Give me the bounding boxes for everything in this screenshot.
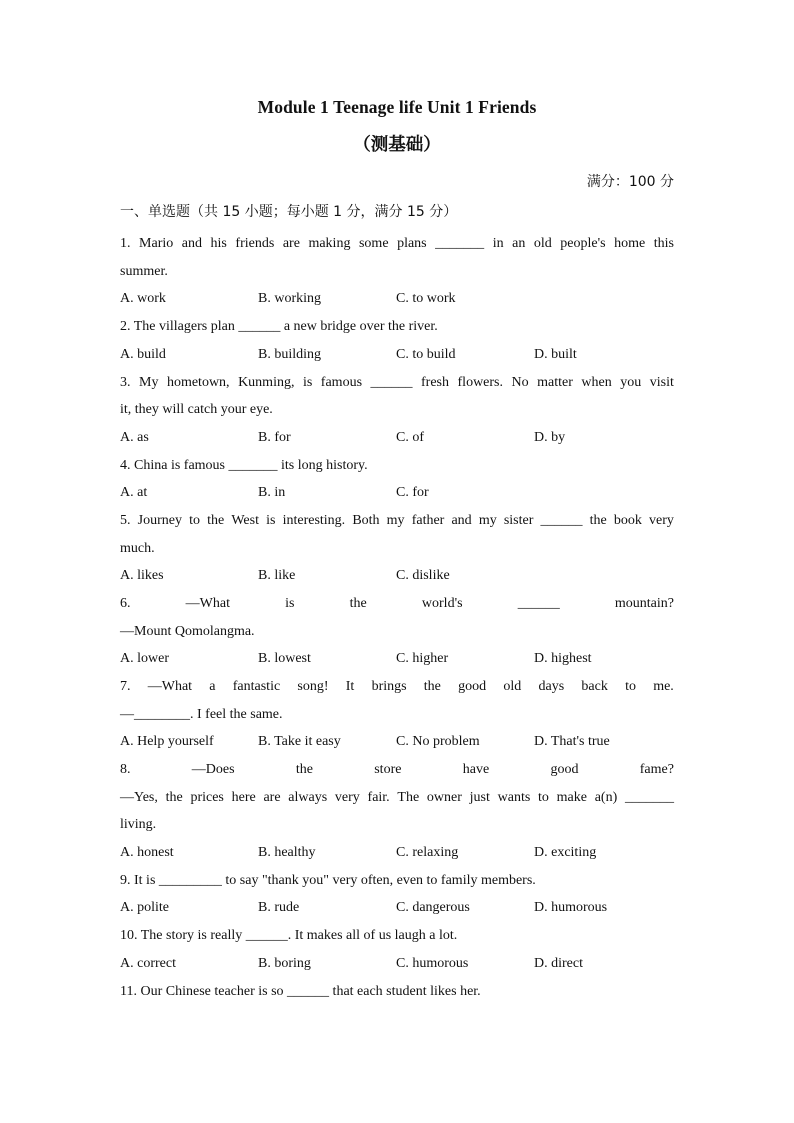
question-word: and [451,513,472,528]
question-word: and [181,236,202,251]
question-word: the [423,679,441,694]
question-word: _______ [625,789,674,805]
answer-options [120,341,674,369]
answer-option[interactable]: C. of [396,429,424,445]
page-subtitle: （测基础） [353,135,441,155]
question-word: in [492,236,504,251]
question-word: the [207,513,225,528]
question-word: —What [185,596,230,611]
question-word: 3. [120,374,131,390]
answer-option[interactable]: C. No problem [396,734,480,749]
question-item [120,369,674,452]
answer-option[interactable]: A. as [120,429,149,445]
answer-options [120,285,674,313]
question-item [120,867,674,923]
question-word: have [462,762,490,777]
answer-option[interactable]: A. likes [120,568,164,583]
answer-option[interactable]: A. lower [120,651,169,666]
answer-option[interactable]: C. to build [396,346,456,362]
question-word: the [165,789,183,805]
question-word: the [295,762,313,777]
question-text-line: 2. The villagers plan ______ a new bridge over the river. [120,319,438,334]
question-word: to [538,789,549,805]
question-word: prices [190,789,224,805]
question-word: his [210,236,227,251]
answer-option[interactable]: A. Help yourself [120,734,214,749]
answer-option[interactable]: D. That's true [534,734,610,749]
answer-option[interactable]: D. exciting [534,844,597,860]
answer-option[interactable]: D. by [534,429,566,445]
answer-options [120,950,674,978]
question-word: wants [497,789,531,805]
answer-options [120,479,674,507]
question-word: 5. [120,513,131,528]
answer-option[interactable]: C. for [396,485,429,500]
answer-options [120,894,674,922]
question-word: 6. [120,596,131,611]
question-word: making [308,236,351,251]
answer-option[interactable]: C. higher [396,651,449,666]
question-word: good [550,762,579,777]
answer-option[interactable]: B. for [258,429,291,445]
answer-options [120,562,674,590]
question-item [120,313,674,369]
question-word: when [581,374,612,390]
question-word: plans [397,236,427,251]
question-word: my [386,513,405,528]
question-word: a(n) [594,789,618,805]
question-word: just [469,789,490,805]
question-word: fresh [421,374,450,390]
answer-option[interactable]: D. highest [534,651,592,666]
question-word: world's [421,596,463,611]
question-word: visit [649,374,674,390]
answer-option[interactable]: B. like [258,568,296,583]
question-text-line: —Mount Qomolangma. [120,623,255,639]
answer-option[interactable]: A. honest [120,844,174,860]
answer-options [120,645,674,673]
question-word: Mario [139,236,174,251]
question-word: 8. [120,762,131,777]
answer-option[interactable]: B. boring [258,955,311,971]
question-word: book [613,513,642,528]
question-text-line [120,784,674,812]
question-word: friends [235,236,275,251]
answer-option[interactable]: A. correct [120,955,176,971]
answer-option[interactable]: D. direct [534,955,583,971]
question-word: father [411,513,445,528]
question-word: _______ [435,236,485,251]
question-word: an [512,236,526,251]
question-word: West [231,513,259,528]
question-word: very [649,513,674,528]
question-text-line: 9. It is _________ to say "thank you" very often, even to family members. [120,872,536,888]
answer-option[interactable]: A. work [120,291,166,306]
question-word: ______ [540,513,583,528]
question-word: —Does [191,762,235,777]
answer-option[interactable]: A. at [120,485,148,500]
answer-option[interactable]: A. polite [120,900,169,915]
question-item [120,452,674,508]
answer-option[interactable]: C. to work [396,291,456,306]
question-word: fantastic [232,679,281,694]
question-word: Journey [137,513,182,528]
question-text-line: 10. The story is really ______. It makes all of us laugh a lot. [120,928,458,943]
question-word: a [209,679,216,694]
question-word: Kunming, [238,374,295,390]
question-word: flowers. [457,374,504,390]
question-word: famous [320,374,363,390]
question-word: 1. [120,236,131,251]
question-word: sister [503,513,534,528]
question-item [120,590,674,673]
answer-option[interactable]: B. in [258,485,286,500]
question-word: home [614,236,646,251]
question-word: days [538,679,565,694]
question-item [120,673,674,756]
question-word: me. [653,679,674,694]
question-text-line [120,230,674,258]
question-item [120,507,674,590]
question-word: back [581,679,608,694]
question-word: my [478,513,497,528]
answer-options [120,424,674,452]
answer-option[interactable]: B. healthy [258,844,316,860]
question-text-line: 11. Our Chinese teacher is so ______ that each student likes her. [120,983,481,999]
answer-option[interactable]: C. dangerous [396,900,470,915]
question-word: old [533,236,552,251]
question-word: the [349,596,367,611]
question-word: fame? [639,762,674,777]
question-word: to [189,513,200,528]
question-list [120,230,674,1005]
question-word: matter [537,374,573,390]
question-item [120,756,674,867]
full-score: 满分：100 分 [586,174,674,190]
question-word: mountain? [614,596,674,611]
question-word: this [653,236,674,251]
question-word: Both [352,513,380,528]
question-word: brings [371,679,407,694]
question-word: are [282,236,300,251]
question-word: people's [560,236,606,251]
question-word: song! [297,679,329,694]
question-word: is [266,513,276,528]
question-text-line [120,369,674,397]
question-word: is [285,596,295,611]
question-text-line [120,590,674,618]
question-word: to [625,679,636,694]
question-word: the [589,513,607,528]
question-word: good [458,679,487,694]
question-word: hometown, [166,374,230,390]
question-item [120,230,674,313]
question-text-line: living. [120,817,157,832]
question-text-line [120,756,674,784]
answer-option[interactable]: C. dislike [396,568,450,583]
question-text-line: much. [120,540,155,556]
answer-option[interactable]: A. build [120,346,166,362]
question-word: always [288,789,328,805]
question-text-line: 4. China is famous _______ its long history. [120,457,368,473]
question-word: is [302,374,313,390]
question-word: some [358,236,389,251]
question-item [120,922,674,978]
page-title: Module 1 Teenage life Unit 1 Friends [257,97,537,117]
question-word: fair. [367,789,390,805]
question-word: —What [147,679,193,694]
question-word: ______ [370,374,413,390]
question-word: you [620,374,642,390]
question-word: old [503,679,522,694]
question-word: store [374,762,402,777]
question-word: are [263,789,281,805]
answer-option[interactable]: D. humorous [534,900,608,915]
answer-option[interactable]: B. Take it easy [258,734,341,749]
question-word: interesting. [282,513,346,528]
question-word: here [231,789,256,805]
answer-option[interactable]: B. rude [258,900,300,915]
answer-option[interactable]: D. built [534,346,577,362]
answer-option[interactable]: B. working [258,291,321,306]
question-text-line: it, they will catch your eye. [120,402,273,417]
question-text-line [120,673,674,701]
question-word: The [397,789,420,805]
question-word: It [345,679,355,694]
question-text-line: summer. [120,263,168,279]
answer-options [120,728,674,756]
question-word: make [556,789,587,805]
question-word: 7. [120,679,131,694]
answer-option[interactable]: C. humorous [396,955,469,971]
question-word: ______ [517,596,560,611]
answer-option[interactable]: B. building [258,346,322,362]
answer-options [120,839,674,867]
question-word: owner [426,789,462,805]
question-item [120,978,674,1006]
answer-option[interactable]: B. lowest [258,651,311,666]
question-word: very [334,789,360,805]
question-word: —Yes, [120,789,158,805]
question-text-line [120,507,674,535]
question-text-line: —________. I feel the same. [120,706,283,722]
section-heading: 一、单选题（共 15 小题；每小题 1 分，满分 15 分） [120,204,458,220]
question-word: No [511,374,529,390]
question-word: My [139,374,159,390]
answer-option[interactable]: C. relaxing [396,844,459,860]
